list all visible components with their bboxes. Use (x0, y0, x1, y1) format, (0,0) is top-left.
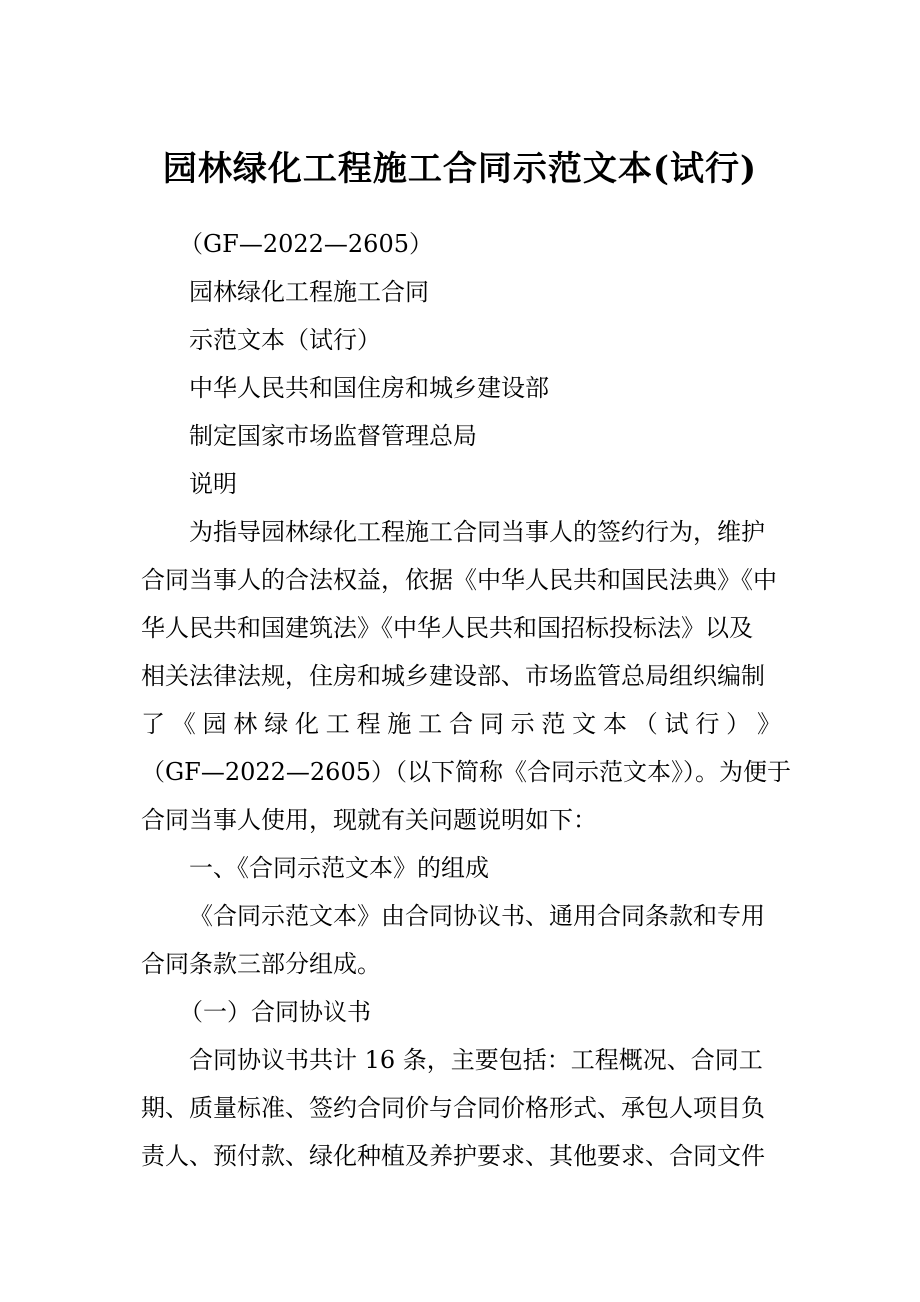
justified-char: 试 (664, 710, 689, 738)
paragraph-line: 合同协议书共计 16 条，主要包括：工程概况、合同工 (189, 1046, 763, 1074)
justified-char: （ (633, 710, 658, 738)
template-label: 示范文本（试行） (189, 326, 381, 354)
contract-name: 园林绿化工程施工合同 (189, 278, 429, 306)
justified-char: 同 (479, 710, 504, 738)
paragraph-line: 华人民共和国建筑法》《中华人民共和国招标投标法》以及 (141, 614, 753, 642)
paragraph-line: 期、质量标准、签约合同价与合同价格形式、承包人项目负 (141, 1094, 765, 1122)
justified-char: 本 (602, 710, 627, 738)
justified-char: ） (726, 710, 751, 738)
justified-char: 《 (171, 710, 196, 738)
justified-char: 绿 (264, 710, 289, 738)
justified-char: 施 (387, 710, 412, 738)
justified-char: 了 (141, 710, 165, 738)
justified-char: 园 (202, 710, 227, 738)
paragraph-line: 合同当事人使用，现就有关问题说明如下： (141, 806, 597, 834)
justified-char: 程 (356, 710, 381, 738)
justified-char: 合 (448, 710, 473, 738)
section-heading: 一、《合同示范文本》的组成 (189, 854, 489, 882)
subsection-heading: （一）合同协议书 (179, 998, 371, 1026)
document-title: 园林绿化工程施工合同示范文本(试行) (162, 149, 758, 189)
paragraph-line: 合同条款三部分组成。 (141, 950, 381, 978)
justified-char: 林 (233, 710, 258, 738)
justified-char: 文 (572, 710, 597, 738)
justified-char: 工 (418, 710, 443, 738)
paragraph-line: 《合同示范文本》由合同协议书、通用合同条款和专用 (189, 902, 765, 930)
issuing-administration: 制定国家市场监督管理总局 (189, 422, 477, 450)
justified-char: 范 (541, 710, 566, 738)
paragraph-line: 相关法律法规，住房和城乡建设部、市场监管总局组织编制 (141, 662, 765, 690)
document-body (141, 220, 791, 1180)
paragraph-line: 责人、预付款、绿化种植及养护要求、其他要求、合同文件 (141, 1142, 765, 1170)
justified-char: 工 (325, 710, 350, 738)
justified-char: 行 (695, 710, 720, 738)
paragraph-line: （GF—2022—2605）（以下简称《合同示范文本》）。为便于 (141, 758, 791, 786)
explanation-heading: 说明 (189, 470, 237, 498)
paragraph-line: 合同当事人的合法权益，依据《中华人民共和国民法典》《中 (141, 566, 777, 594)
justified-char: 示 (510, 710, 535, 738)
paragraph-line: 为指导园林绿化工程施工合同当事人的签约行为，维护 (189, 518, 765, 546)
justified-char: 化 (294, 710, 319, 738)
issuing-ministry: 中华人民共和国住房和城乡建设部 (189, 374, 549, 402)
standard-number: （GF—2022—2605） (179, 230, 433, 258)
paragraph-line-justified (141, 700, 781, 748)
justified-char: 》 (756, 710, 781, 738)
